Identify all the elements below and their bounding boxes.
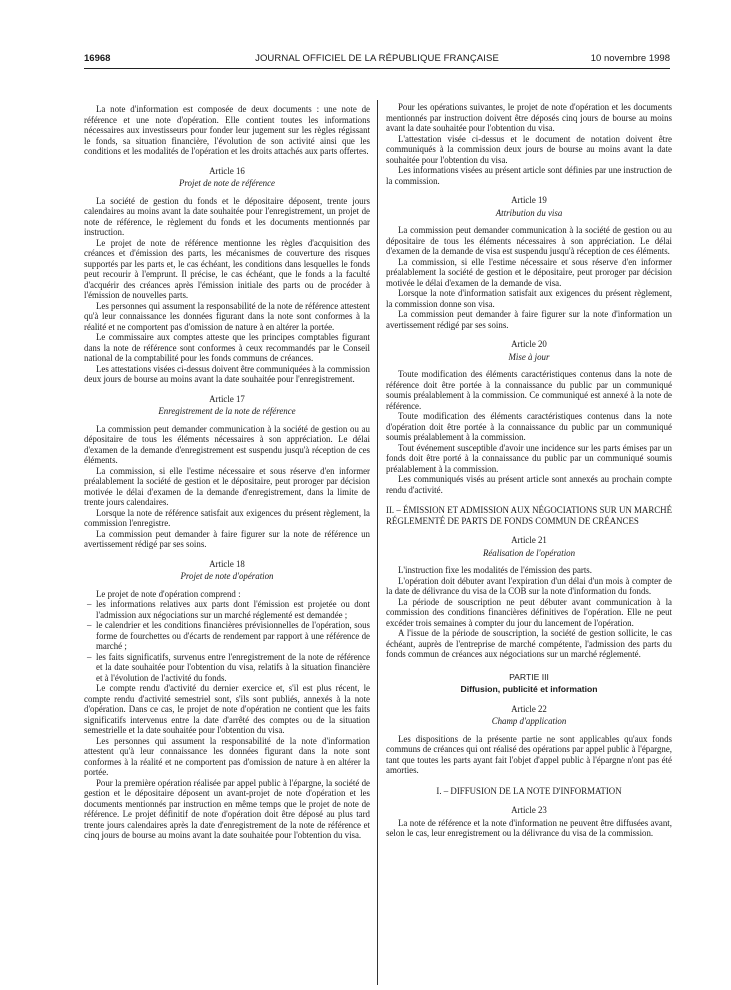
- article-19-paragraph: Lorsque la note d'information satisfait aux exigences du présent règlement, la commission donne son visa.: [386, 288, 672, 309]
- article-16-subtitle: Projet de note de référence: [179, 178, 275, 188]
- article-17-paragraph: La commission peut demander à faire figurer sur la note de référence un avertissement rédigé par ses soins.: [84, 528, 370, 549]
- article-23-title: Article 23: [511, 805, 547, 815]
- article-18-paragraph: Pour la première opération réalisée par appel public à l'épargne, la société de gestion et le dépositaire déposent un avant-projet de note d'opération et les documents mentionnés par instruction en même temps que le projet de note de référence. Le projet définitif de note d'opération doit être déposé au plus tard trente jours calendaires après la date d'enregistrement de la note de référence et cinq jours de bourse au moins avant la date souhaitée pour l'obtention du visa.: [84, 777, 370, 840]
- article-20-subtitle: Mise à jour: [508, 351, 550, 362]
- article-17-subtitle: Enregistrement de la note de référence: [158, 406, 296, 416]
- article-21-paragraph: L'instruction fixe les modalités de l'émission des parts.: [398, 565, 592, 575]
- right-column: [386, 102, 672, 839]
- article-23-paragraph: La note de référence et la note d'information ne peuvent être diffusées avant, selon le cas, leur enregistrement ou la délivrance du visa de la commission.: [386, 817, 672, 838]
- article-18-continued-paragraph: Les informations visées au présent article sont définies par une instruction de la commission.: [386, 165, 672, 186]
- page-header: [84, 51, 670, 67]
- article-19-paragraph: La commission peut demander communication à la société de gestion ou au dépositaire de tous les éléments nécessaires à son appréciation. Le délai d'examen de la demande de visa est suspendu jusqu'à réception de ces éléments.: [386, 225, 672, 256]
- article-17-paragraph: La commission, si elle l'estime nécessaire et sous réserve d'en informer préalablement la société de gestion et le dépositaire, peut proroger par décision motivée le délai d'examen de la demande d'enregistrement, dans la limite de trente jours calendaires.: [84, 465, 370, 507]
- article-18-subtitle: Projet de note d'opération: [180, 571, 274, 581]
- page-number: 16968: [84, 53, 111, 64]
- list-item: – le calendrier et les conditions financières prévisionnelles de l'opération, sous forme de fourchettes ou d'écarts de rendement par rapport à une référence de marché ;: [84, 620, 370, 652]
- section-heading: I. – DIFFUSION DE LA NOTE D'INFORMATION: [436, 785, 622, 796]
- article-18-paragraph: Le compte rendu d'activité du dernier exercice et, s'il est plus récent, le compte rendu d'activité semestriel sont, s'ils sont publiés, annexés à la note d'opération. Dans ce cas, le projet de note d'opération ne contient que les faits significatifs intervenus entre la date d'arrêté des comptes ou de la situation semestrielle et la date souhaitée pour l'obtention du visa.: [84, 683, 370, 735]
- article-17-paragraph: Lorsque la note de référence satisfait aux exigences du présent règlement, la commission l'enregistre.: [84, 507, 370, 528]
- left-column: [84, 104, 370, 841]
- article-18-list: [84, 599, 370, 683]
- list-item: – les informations relatives aux parts dont l'émission est projetée ou dont l'admission aux négociations sur un marché réglementé est demandée ;: [84, 599, 370, 620]
- article-19-paragraph: La commission, si elle l'estime nécessaire et sous réserve d'en informer préalablement la société de gestion et le dépositaire, peut proroger par décision motivée le délai d'examen de la demande de visa.: [386, 256, 672, 288]
- article-17-title: Article 17: [209, 393, 245, 404]
- article-21-paragraph: A l'issue de la période de souscription, la société de gestion sollicite, le cas échéant, auprès de l'entreprise de marché compétente, l'admission des parts du fonds commun de créances aux négociations sur un marché réglementé.: [386, 628, 672, 659]
- article-18-continued-paragraph: Pour les opérations suivantes, le projet de note d'opération et les documents mentionnés par instruction doivent être déposés cinq jours de bourse au moins avant la date souhaitée pour l'obtention du visa.: [386, 102, 672, 133]
- list-item: – les faits significatifs, survenus entre l'enregistrement de la note de référence et la date souhaitée pour l'obtention du visa, relatifs à la situation financière et à l'évolution de l'activité du fonds.: [84, 652, 370, 684]
- article-21-title: Article 21: [511, 535, 547, 545]
- article-18-lead: Le projet de note d'opération comprend :: [96, 588, 241, 599]
- article-17-paragraph: La commission peut demander communication à la société de gestion ou au dépositaire de tous les éléments nécessaires à son appréciation. Le délai d'examen de la demande d'enregistrement est suspendu jusqu'à réception de ces éléments.: [84, 423, 370, 465]
- article-16-paragraph: Le projet de note de référence mentionne les règles d'acquisition des créances et d'émission des parts, les mécanismes de couverture des risques supportés par les parts et, le cas échéant, les conditions dans lesquelles le fonds peut recourir à l'emprunt. Il précise, le cas échéant, que le fonds a la faculté d'acquérir des créances après l'émission initiale des parts ou de procéder à l'émission de nouvelles parts.: [84, 237, 370, 300]
- column-divider: [377, 100, 378, 985]
- intro-paragraph: La note d'information est composée de deux documents : une note de référence et une note d'opération. Elle contient toutes les informations nécessaires aux investisseurs pour fonder leur jugement sur les règles régissant le fonds, sa situation financière, l'évolution de son activité ainsi que les conditions et les modalités de l'opération et les droits attachés aux parts offertes.: [84, 104, 370, 156]
- article-22-paragraph: Les dispositions de la présente partie ne sont applicables qu'aux fonds communs de créances qui ont réalisé des opérations par appel public à l'épargne, tant que toutes les parts ayant fait l'objet d'appel public à l'épargne n'ont pas été amorties.: [386, 733, 672, 775]
- part-subtitle: Diffusion, publicité et information: [460, 684, 598, 694]
- article-16-paragraph: Les attestations visées ci-dessus doivent être communiquées à la commission deux jours de bourse au moins avant la date souhaitée pour l'enregistrement.: [84, 363, 370, 384]
- article-20-paragraph: Les communiqués visés au présent article sont annexés au prochain compte rendu d'activité.: [386, 474, 672, 495]
- article-16-paragraph: La société de gestion du fonds et le dépositaire déposent, trente jours calendaires au moins avant la date souhaitée pour l'enregistrement, un projet de note de référence, le règlement du fonds et les documents mentionnés par instruction.: [84, 195, 370, 237]
- article-19-subtitle: Attribution du visa: [495, 207, 563, 218]
- article-22-title: Article 22: [511, 703, 547, 714]
- article-18-title: Article 18: [209, 558, 245, 569]
- article-21-paragraph: L'opération doit débuter avant l'expiration d'un délai d'un mois à compter de la date de délivrance du visa de la COB sur la note d'information du fonds.: [386, 575, 672, 596]
- article-19-paragraph: La commission peut demander à faire figurer sur la note d'information un avertissement rédigé par ses soins.: [386, 309, 672, 330]
- article-21-subtitle: Réalisation de l'opération: [482, 547, 576, 558]
- article-20-title: Article 20: [511, 339, 547, 349]
- journal-title: JOURNAL OFFICIEL DE LA RÉPUBLIQUE FRANÇAISE: [255, 53, 499, 64]
- section-heading: II. – ÉMISSION ET ADMISSION AUX NÉGOCIATIONS SUR UN MARCHÉ RÉGLEMENTÉ DE PARTS DE FONDS COMMUN DE CRÉANCES: [386, 505, 672, 526]
- article-19-title: Article 19: [511, 195, 547, 205]
- article-18-continued-paragraph: L'attestation visée ci-dessus et le document de notation doivent être communiqués à la commission deux jours de bourse au moins avant la date souhaitée pour l'obtention du visa.: [386, 133, 672, 165]
- article-21-paragraph: La période de souscription ne peut débuter avant communication à la commission des conditions financières définitives de l'opération. Elle ne peut excéder trois semaines à compter du jour du lancement de l'opération.: [386, 596, 672, 628]
- article-16-paragraph: Le commissaire aux comptes atteste que les principes comptables figurant dans la note de référence sont conformes à ceux recommandés par le Conseil national de la comptabilité pour les fonds communs de créances.: [84, 332, 370, 363]
- article-20-paragraph: Toute modification des éléments caractéristiques contenus dans la note d'opération doit être portée à la connaissance du public par un communiqué soumis préalablement à la commission.: [386, 411, 672, 442]
- article-20-paragraph: Tout événement susceptible d'avoir une incidence sur les parts émises par un fonds doit être porté à la connaissance du public par un communiqué soumis préalablement à la commission.: [386, 442, 672, 474]
- article-16-paragraph: Les personnes qui assument la responsabilité de la note de référence attestent qu'à leur connaissance les données figurant dans la note sont conformes à la réalité et ne comportent pas d'omission de nature à en altérer la portée.: [84, 300, 370, 332]
- article-20-paragraph: Toute modification des éléments caractéristiques contenus dans la note de référence doit être portée à la connaissance du public par un communiqué soumis préalablement à la commission. Ce communiqué est annexé à la note de référence.: [386, 369, 672, 411]
- article-18-paragraph: Les personnes qui assument la responsabilité de la note d'information attestent qu'à leur connaissance les données figurant dans la note sont conformes à la réalité et ne comportent pas d'omission de nature à en altérer la portée.: [84, 735, 370, 777]
- part-title: PARTIE III: [509, 671, 549, 682]
- issue-date: 10 novembre 1998: [590, 53, 670, 64]
- article-16-title: Article 16: [209, 165, 245, 176]
- header-rule: [84, 68, 670, 69]
- article-22-subtitle: Champ d'application: [491, 716, 567, 726]
